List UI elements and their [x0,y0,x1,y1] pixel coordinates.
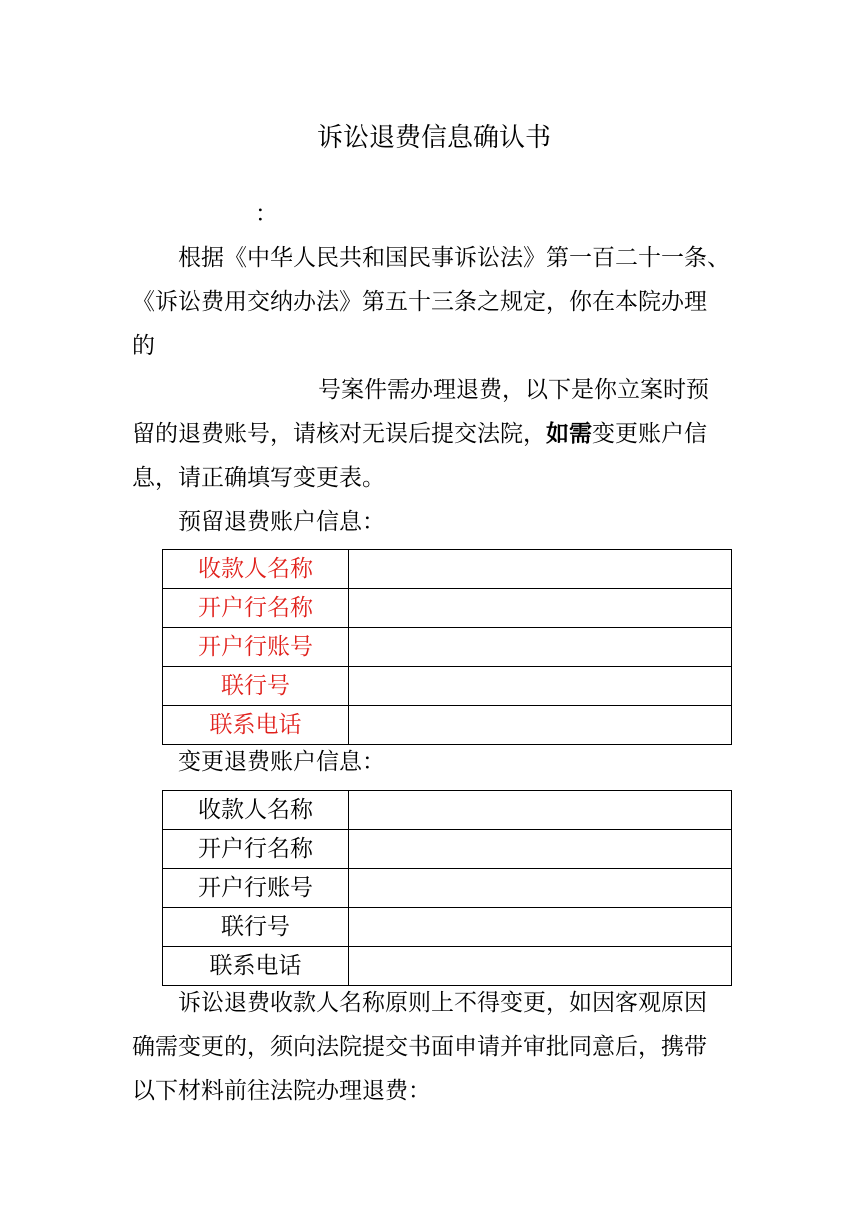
paragraph2-line3: 以下材料前往法院办理退费： [132,1078,431,1104]
table-row [163,791,732,830]
reserved-account-table [162,549,732,745]
phone-label: 联系电话 [163,706,349,745]
change-account-heading: 变更退费账户信息： [178,749,385,775]
reserved-account-heading: 预留退费账户信息： [178,509,385,535]
payee-name-label: 收款人名称 [163,791,349,830]
document-title: 诉讼退费信息确认书 [316,123,551,153]
phone-label: 联系电话 [163,947,349,986]
bank-account-value [349,628,732,667]
table-row [163,667,732,706]
paragraph1-line4: 号案件需办理退费，以下是你立案时预 [318,377,709,403]
paragraph1-line2: 《诉讼费用交纳办法》第五十三条之规定，你在本院办理 [132,289,707,315]
phone-value [349,947,732,986]
paragraph1-line5 [132,418,707,450]
payee-name-value [349,791,732,830]
table-row [163,947,732,986]
bank-name-value [349,830,732,869]
bank-account-value [349,869,732,908]
bank-name-label: 开户行名称 [163,589,349,628]
bank-code-label: 联行号 [163,908,349,947]
phone-value [349,706,732,745]
paragraph1-line3: 的 [132,333,155,359]
bank-code-label: 联行号 [163,667,349,706]
bank-account-label: 开户行账号 [163,628,349,667]
table-row [163,589,732,628]
bank-name-value [349,589,732,628]
line5-end: 变更账户信 [592,421,707,447]
paragraph2-line2: 确需变更的，须向法院提交书面申请并审批同意后，携带 [132,1034,707,1060]
table-row [163,628,732,667]
bank-account-label: 开户行账号 [163,869,349,908]
table-row [163,830,732,869]
paragraph1-line1: 根据《中华人民共和国民事诉讼法》第一百二十一条、 [178,245,730,271]
payee-name-label: 收款人名称 [163,550,349,589]
table-row [163,706,732,745]
bank-name-label: 开户行名称 [163,830,349,869]
bank-code-value [349,667,732,706]
addressee-colon: ： [255,201,278,227]
paragraph2-line1: 诉讼退费收款人名称原则上不得变更，如因客观原因 [178,990,707,1016]
table-row [163,550,732,589]
paragraph1-line6: 息，请正确填写变更表。 [132,465,385,491]
bank-code-value [349,908,732,947]
change-account-table [162,790,732,986]
table-row [163,869,732,908]
line5-start: 留的退费账号，请核对无误后提交法院， [132,421,546,447]
table-row [163,908,732,947]
line5-bold: 如需 [546,421,592,447]
payee-name-value [349,550,732,589]
